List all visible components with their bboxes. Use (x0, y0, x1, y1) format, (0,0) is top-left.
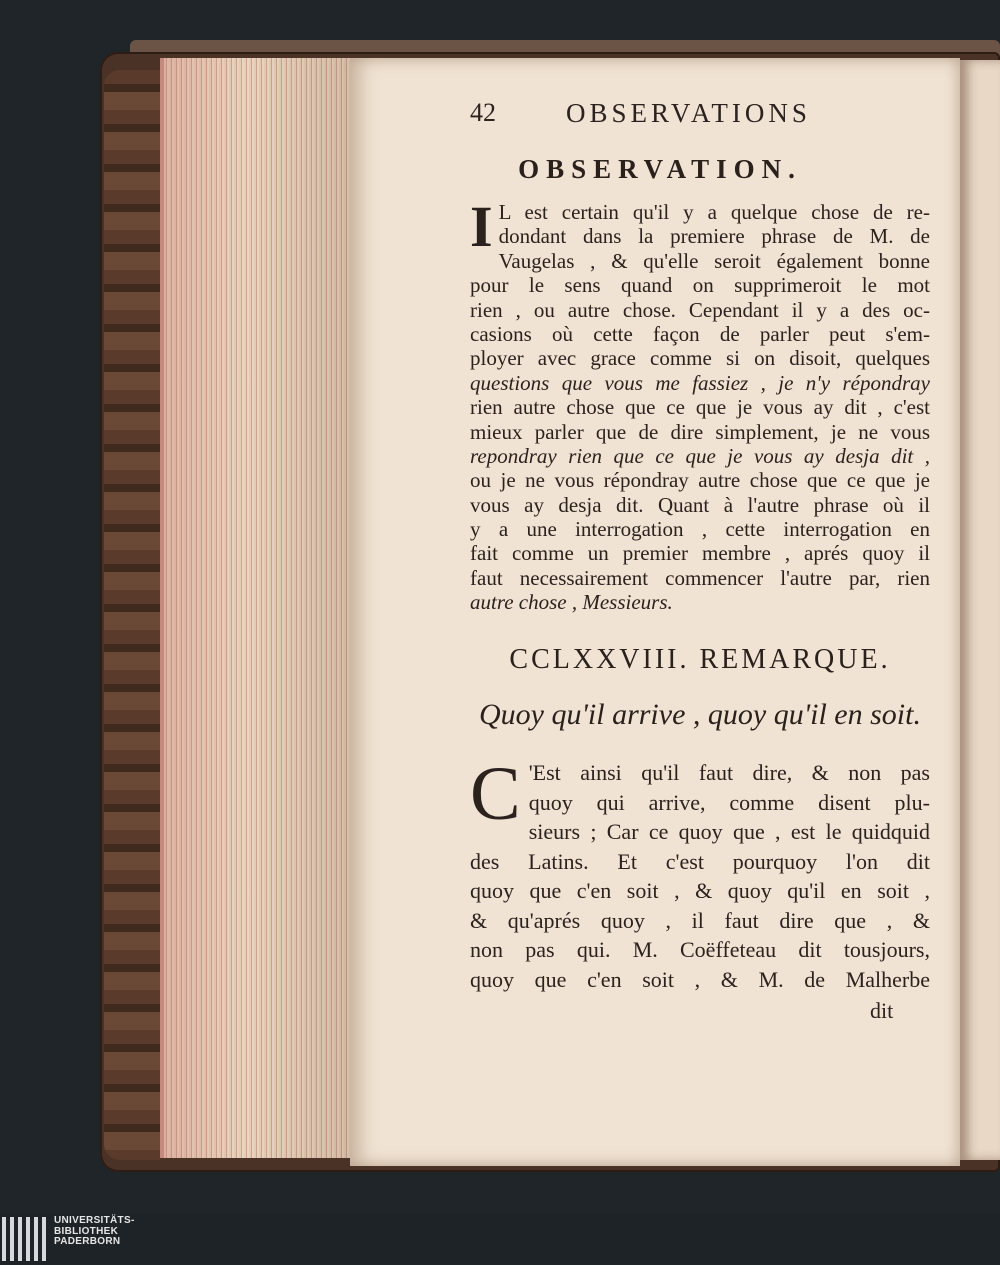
library-logo-icon (0, 1217, 48, 1261)
text-line: L est certain qu'il y a quelque chose de re- (498, 200, 930, 224)
text-line: non pas qui. M. Coëffeteau dit tousjours, (470, 937, 930, 962)
library-name-line2: BIBLIOTHEK (54, 1225, 119, 1237)
text-line: vous ay desja dit. Quant à l'autre phrase où il (470, 492, 930, 517)
text-line: faut necessairement commencer l'autre par, rien (470, 565, 930, 590)
drop-cap: I (470, 194, 493, 259)
remarque-title: CCLXXVIII. REMARQUE. (509, 644, 891, 675)
text-line: ou je ne vous répondray autre chose que ce que je (470, 468, 930, 493)
text-line: dondant dans la premiere phrase de M. de (498, 224, 930, 249)
text-line: 'Est ainsi qu'il faut dire, & non pas (528, 760, 930, 785)
book-page (350, 58, 960, 1166)
drop-cap: C (470, 752, 521, 836)
text-line: repondray rien que ce que je vous ay desja dit , (470, 443, 930, 468)
text-line: & qu'aprés quoy , il faut dire que , & (470, 907, 930, 933)
text-line: des Latins. Et c'est pourquoy l'on dit (470, 848, 930, 874)
text-line: autre chose , Messieurs. (470, 590, 673, 615)
catchword: dit (870, 998, 894, 1023)
book-spine (104, 70, 160, 1160)
text-line: y a une interrogation , cette interrogation en (470, 517, 930, 542)
text-line: rien autre chose que ce que je vous ay dit , c'est (470, 395, 930, 420)
facing-page-edge (960, 60, 1000, 1160)
text-line: sieurs ; Car ce quoy que , est le quidquid (528, 819, 930, 844)
text-line: quoy que c'en soit , & quoy qu'il en soit , (470, 878, 930, 903)
observation-text (470, 194, 930, 615)
text-line: Vaugelas , & qu'elle seroit également bonne (498, 248, 930, 273)
library-name-line1: UNIVERSITÄTS- (54, 1215, 135, 1226)
text-line: quoy que c'en soit , & M. de Malherbe (470, 966, 930, 992)
text-line: fait comme un premier membre , aprés quoy il (470, 541, 930, 566)
remarque-subtitle: Quoy qu'il arrive , quoy qu'il en soit. (479, 698, 921, 731)
text-line: ployer avec grace comme si on disoit, quelques (470, 346, 930, 371)
text-line: quoy qui arrive, comme disent plu- (528, 789, 930, 815)
remarque-text (470, 752, 930, 994)
text-line: pour le sens quand on supprimeroit le mot (470, 273, 930, 298)
text-line: mieux parler que de dire simplement, je ne vous (470, 419, 930, 444)
text-line: casions où cette façon de parler peut s'em- (470, 321, 930, 346)
running-head: OBSERVATIONS (566, 98, 811, 128)
footer-bar (0, 1215, 1000, 1265)
text-line: questions que vous me fassiez , je n'y répondray (470, 370, 930, 395)
page-number: 42 (470, 98, 496, 127)
library-name-line3: PADERBORN (54, 1236, 121, 1247)
page-header (470, 98, 870, 134)
library-name (54, 1216, 135, 1248)
observation-title: OBSERVATION. (518, 154, 802, 184)
text-line: rien , ou autre chose. Cependant il y a des oc- (470, 297, 930, 322)
